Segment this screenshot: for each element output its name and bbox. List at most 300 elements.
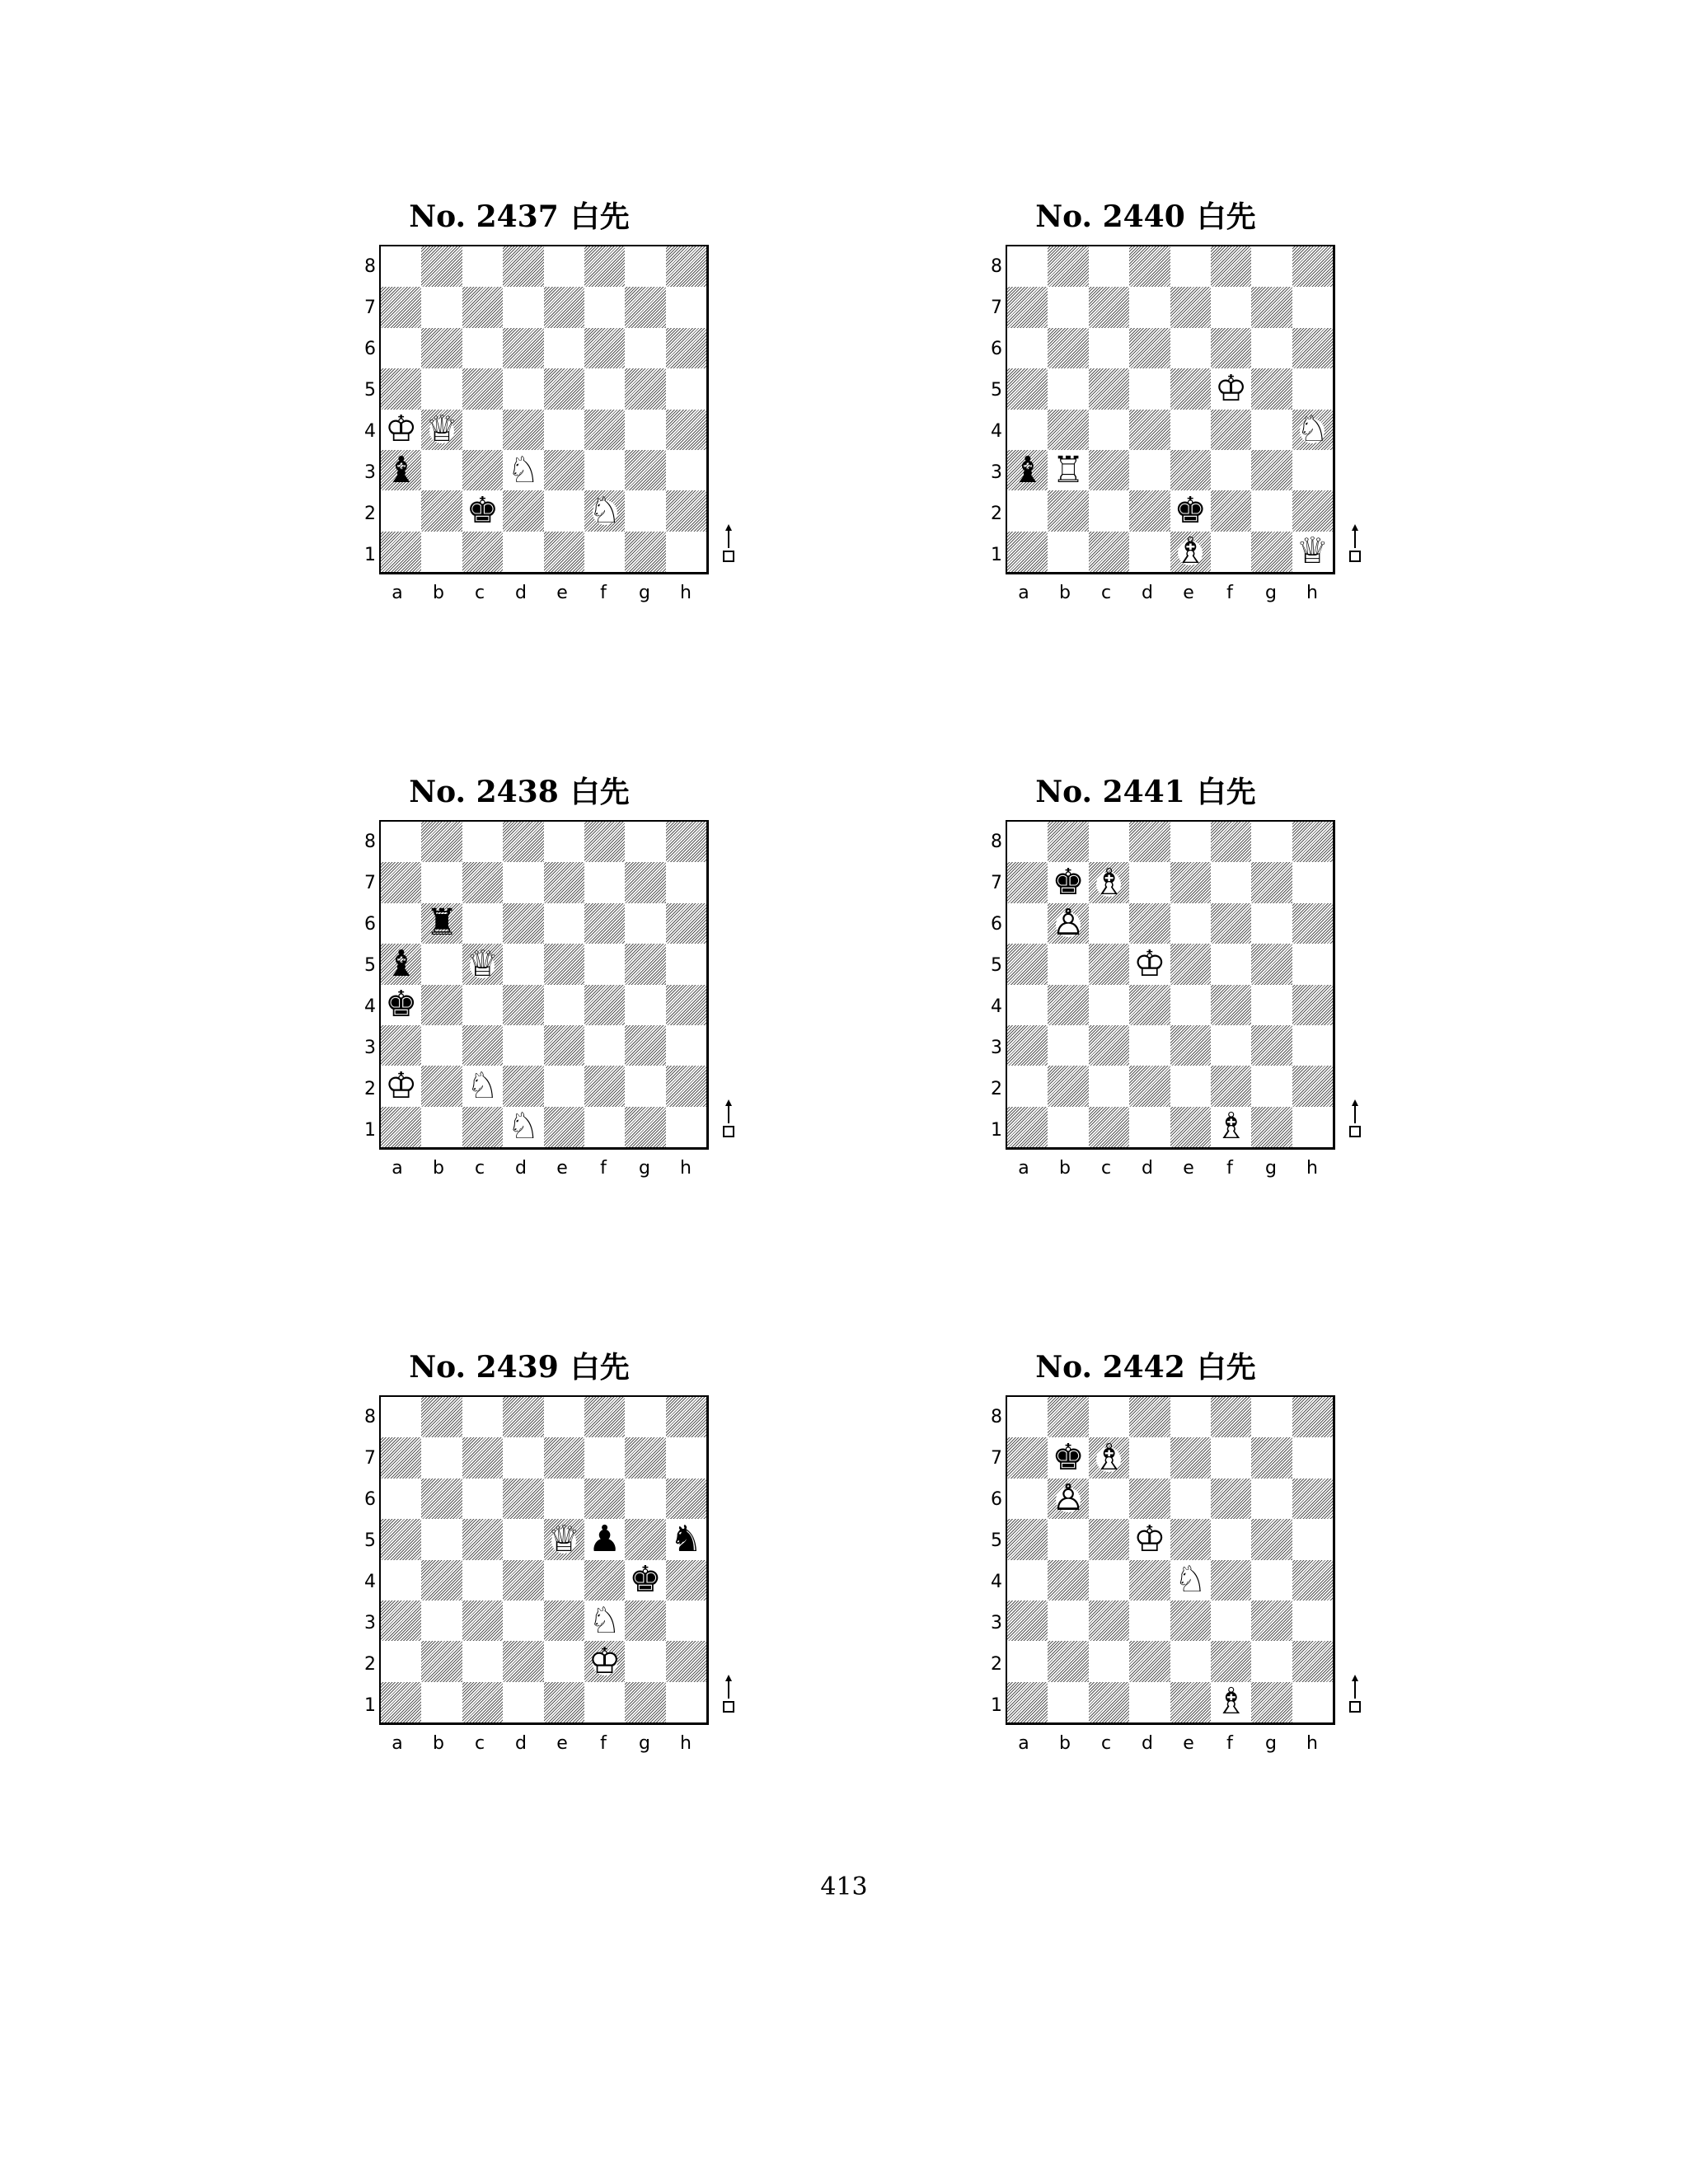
white-to-move-indicator-icon xyxy=(720,1674,737,1715)
rank-label: 4 xyxy=(991,1572,1002,1592)
square-e2 xyxy=(1170,490,1211,531)
square-f8 xyxy=(584,1397,625,1437)
square-h8 xyxy=(1292,246,1333,287)
square-c8 xyxy=(462,822,503,862)
square-f3 xyxy=(1211,1025,1251,1066)
square-g8 xyxy=(625,822,665,862)
piece-backdrop xyxy=(1056,459,1081,484)
square-e5 xyxy=(1170,368,1211,409)
square-f5 xyxy=(584,944,625,984)
square-b7 xyxy=(421,287,462,327)
square-h7 xyxy=(666,862,706,902)
square-h3 xyxy=(1292,450,1333,490)
square-c4 xyxy=(462,1560,503,1601)
square-e5 xyxy=(1170,944,1211,984)
square-d4 xyxy=(503,1560,543,1601)
piece-backdrop xyxy=(1178,541,1203,565)
file-label: f xyxy=(1226,583,1233,603)
square-a2 xyxy=(381,1066,421,1106)
file-label: c xyxy=(474,1158,485,1179)
square-e1 xyxy=(1170,532,1211,572)
square-f3 xyxy=(1211,1601,1251,1641)
square-g2 xyxy=(625,1066,665,1106)
chess-board xyxy=(379,1395,709,1725)
square-c4 xyxy=(1089,985,1129,1025)
file-label: h xyxy=(680,1733,692,1754)
file-label: a xyxy=(1018,583,1029,603)
file-label: d xyxy=(1142,1158,1153,1179)
white-square-marker xyxy=(1350,551,1360,561)
rank-label: 2 xyxy=(364,504,376,524)
problem-2440 xyxy=(956,194,1418,655)
piece-backdrop xyxy=(470,1076,495,1100)
square-d1 xyxy=(1129,1682,1170,1722)
square-d2 xyxy=(1129,1066,1170,1106)
square-b3 xyxy=(1048,450,1088,490)
square-g2 xyxy=(625,490,665,531)
square-g4 xyxy=(1251,410,1292,450)
square-g5 xyxy=(625,944,665,984)
square-f3 xyxy=(1211,450,1251,490)
square-b7 xyxy=(421,1437,462,1478)
square-h3 xyxy=(666,1025,706,1066)
square-a2 xyxy=(1007,1641,1048,1681)
square-a7 xyxy=(1007,1437,1048,1478)
piece-backdrop xyxy=(593,1610,617,1634)
square-e4 xyxy=(1170,985,1211,1025)
white-pawn-icon: ♙ xyxy=(1052,902,1085,944)
piece-backdrop xyxy=(1056,912,1081,937)
square-d7 xyxy=(1129,1437,1170,1478)
square-a6 xyxy=(381,903,421,944)
square-f7 xyxy=(1211,1437,1251,1478)
square-f6 xyxy=(1211,328,1251,368)
square-d3 xyxy=(1129,1025,1170,1066)
square-g4 xyxy=(625,1560,665,1601)
white-to-move-indicator-icon xyxy=(720,523,737,565)
square-b2 xyxy=(421,490,462,531)
square-h6 xyxy=(666,903,706,944)
black-knight-icon: ♞ xyxy=(669,1517,703,1560)
rank-label: 5 xyxy=(364,380,376,401)
square-g6 xyxy=(1251,328,1292,368)
white-bishop-icon: ♗ xyxy=(1092,861,1126,904)
square-d5 xyxy=(503,944,543,984)
square-f7 xyxy=(1211,862,1251,902)
square-g4 xyxy=(625,410,665,450)
square-h6 xyxy=(1292,328,1333,368)
square-d6 xyxy=(503,1479,543,1519)
square-e3 xyxy=(1170,1601,1211,1641)
square-g2 xyxy=(1251,1641,1292,1681)
square-b6 xyxy=(421,1479,462,1519)
square-g8 xyxy=(1251,246,1292,287)
side-to-move-label: 白先 xyxy=(570,1351,630,1385)
square-f2 xyxy=(1211,1066,1251,1106)
file-label: g xyxy=(1265,1158,1277,1179)
white-to-move-indicator-icon xyxy=(720,1099,737,1140)
square-f2 xyxy=(584,1641,625,1681)
square-e8 xyxy=(1170,1397,1211,1437)
square-a8 xyxy=(381,1397,421,1437)
square-b6 xyxy=(421,328,462,368)
square-f2 xyxy=(1211,1641,1251,1681)
square-c7 xyxy=(462,287,503,327)
square-d5 xyxy=(1129,368,1170,409)
black-king-icon: ♚ xyxy=(466,489,499,532)
rank-label: 2 xyxy=(991,1079,1002,1099)
square-c6 xyxy=(1089,1479,1129,1519)
file-label: g xyxy=(639,1158,650,1179)
square-a2 xyxy=(1007,490,1048,531)
square-b8 xyxy=(1048,822,1088,862)
piece-backdrop xyxy=(1137,1529,1162,1554)
side-to-move-label: 白先 xyxy=(1196,1351,1256,1385)
file-label: a xyxy=(1018,1733,1029,1754)
piece-backdrop xyxy=(1056,1488,1081,1512)
square-a7 xyxy=(381,287,421,327)
black-king-icon: ♚ xyxy=(1052,1436,1085,1479)
file-label: e xyxy=(556,1158,568,1179)
square-c2 xyxy=(462,490,503,531)
rank-label: 1 xyxy=(991,545,1002,565)
square-d6 xyxy=(1129,328,1170,368)
square-f2 xyxy=(584,490,625,531)
problem-number: No. 2438 xyxy=(409,775,559,809)
square-c5 xyxy=(462,944,503,984)
black-bishop-icon: ♝ xyxy=(384,448,418,491)
square-h7 xyxy=(666,1437,706,1478)
square-h8 xyxy=(1292,1397,1333,1437)
problem-number: No. 2439 xyxy=(409,1350,559,1385)
square-d3 xyxy=(1129,1601,1170,1641)
piece-backdrop xyxy=(1219,1116,1244,1141)
square-h4 xyxy=(666,410,706,450)
file-label: g xyxy=(639,1733,650,1754)
white-king-icon: ♔ xyxy=(384,1064,418,1107)
square-g1 xyxy=(625,532,665,572)
square-a7 xyxy=(1007,287,1048,327)
rank-label: 6 xyxy=(991,914,1002,935)
file-label: c xyxy=(474,1733,485,1754)
square-a7 xyxy=(1007,862,1048,902)
square-e5 xyxy=(544,1519,584,1559)
square-b2 xyxy=(1048,1066,1088,1106)
square-d6 xyxy=(503,328,543,368)
square-b4 xyxy=(1048,1560,1088,1601)
square-g4 xyxy=(1251,1560,1292,1601)
piece-backdrop xyxy=(511,1116,536,1141)
square-f3 xyxy=(584,1601,625,1641)
rank-label: 6 xyxy=(364,914,376,935)
file-label: c xyxy=(1100,583,1112,603)
file-label: f xyxy=(1226,1733,1233,1754)
square-g7 xyxy=(1251,1437,1292,1478)
square-a1 xyxy=(1007,1107,1048,1147)
white-to-move-indicator-icon xyxy=(1347,1099,1363,1140)
rank-label: 1 xyxy=(364,545,376,565)
square-c7 xyxy=(462,862,503,902)
square-d2 xyxy=(1129,490,1170,531)
white-queen-icon: ♕ xyxy=(466,942,499,985)
square-e7 xyxy=(1170,1437,1211,1478)
square-g6 xyxy=(1251,1479,1292,1519)
square-h2 xyxy=(1292,1066,1333,1106)
square-b5 xyxy=(1048,368,1088,409)
square-e8 xyxy=(544,246,584,287)
square-e1 xyxy=(544,532,584,572)
square-c3 xyxy=(1089,1601,1129,1641)
file-label: c xyxy=(1100,1158,1112,1179)
square-h4 xyxy=(666,1560,706,1601)
black-king-icon: ♚ xyxy=(629,1558,662,1601)
square-d3 xyxy=(503,1025,543,1066)
file-label: b xyxy=(1059,583,1071,603)
square-d5 xyxy=(503,1519,543,1559)
problem-title xyxy=(956,194,1335,236)
white-square-marker xyxy=(724,1702,734,1712)
square-d7 xyxy=(1129,287,1170,327)
file-label: d xyxy=(515,1158,527,1179)
problem-title xyxy=(330,769,709,811)
rank-label: 3 xyxy=(364,1613,376,1633)
square-b3 xyxy=(421,1025,462,1066)
square-h3 xyxy=(1292,1601,1333,1641)
square-e6 xyxy=(1170,328,1211,368)
square-e3 xyxy=(1170,1025,1211,1066)
problem-number: No. 2442 xyxy=(1035,1350,1185,1385)
square-e7 xyxy=(1170,287,1211,327)
square-a3 xyxy=(1007,1025,1048,1066)
square-h3 xyxy=(666,450,706,490)
square-d6 xyxy=(1129,1479,1170,1519)
square-a8 xyxy=(381,246,421,287)
white-knight-icon: ♘ xyxy=(588,489,621,532)
rank-label: 2 xyxy=(991,504,1002,524)
square-h4 xyxy=(1292,985,1333,1025)
square-e4 xyxy=(544,985,584,1025)
square-d3 xyxy=(1129,450,1170,490)
square-f7 xyxy=(584,287,625,327)
square-d7 xyxy=(503,862,543,902)
square-f8 xyxy=(584,246,625,287)
square-e8 xyxy=(544,822,584,862)
square-c1 xyxy=(1089,1682,1129,1722)
square-b8 xyxy=(1048,246,1088,287)
square-d5 xyxy=(1129,1519,1170,1559)
square-f4 xyxy=(584,1560,625,1601)
rank-label: 5 xyxy=(364,955,376,976)
piece-backdrop xyxy=(389,419,414,443)
square-b8 xyxy=(421,822,462,862)
square-c8 xyxy=(1089,822,1129,862)
square-f3 xyxy=(584,1025,625,1066)
rank-label: 3 xyxy=(991,1613,1002,1633)
square-b3 xyxy=(421,1601,462,1641)
square-d8 xyxy=(1129,822,1170,862)
white-queen-icon: ♕ xyxy=(547,1517,580,1560)
square-c8 xyxy=(462,1397,503,1437)
square-c3 xyxy=(462,1025,503,1066)
square-e5 xyxy=(544,944,584,984)
square-e8 xyxy=(1170,822,1211,862)
square-c7 xyxy=(1089,1437,1129,1478)
rank-label: 3 xyxy=(991,1038,1002,1058)
square-a5 xyxy=(1007,1519,1048,1559)
rank-label: 1 xyxy=(991,1120,1002,1141)
rank-label: 5 xyxy=(364,1530,376,1551)
square-d4 xyxy=(503,410,543,450)
square-g7 xyxy=(625,862,665,902)
square-d7 xyxy=(503,1437,543,1478)
square-h8 xyxy=(1292,822,1333,862)
square-f7 xyxy=(1211,287,1251,327)
square-f6 xyxy=(1211,1479,1251,1519)
square-d4 xyxy=(1129,985,1170,1025)
square-d3 xyxy=(503,1601,543,1641)
rank-label: 8 xyxy=(991,256,1002,277)
white-bishop-icon: ♗ xyxy=(1214,1105,1248,1148)
square-h4 xyxy=(666,985,706,1025)
square-c7 xyxy=(462,1437,503,1478)
file-label: a xyxy=(392,583,403,603)
square-g1 xyxy=(1251,532,1292,572)
square-d5 xyxy=(1129,944,1170,984)
side-to-move-label: 白先 xyxy=(1196,776,1256,809)
file-label: b xyxy=(1059,1733,1071,1754)
white-bishop-icon: ♗ xyxy=(1214,1680,1248,1723)
square-g5 xyxy=(625,368,665,409)
square-e2 xyxy=(544,490,584,531)
rank-label: 8 xyxy=(364,832,376,852)
side-to-move-label: 白先 xyxy=(570,200,630,234)
square-g6 xyxy=(625,903,665,944)
square-g1 xyxy=(1251,1682,1292,1722)
square-c1 xyxy=(1089,532,1129,572)
chess-board xyxy=(1006,820,1335,1150)
square-a6 xyxy=(1007,1479,1048,1519)
square-h1 xyxy=(666,532,706,572)
rank-label: 7 xyxy=(364,873,376,893)
square-e4 xyxy=(1170,1560,1211,1601)
chess-board xyxy=(1006,1395,1335,1725)
square-a3 xyxy=(1007,450,1048,490)
square-c1 xyxy=(462,532,503,572)
square-e6 xyxy=(544,328,584,368)
problem-title xyxy=(956,769,1335,811)
square-a3 xyxy=(1007,1601,1048,1641)
piece-backdrop xyxy=(1096,1447,1121,1472)
square-a3 xyxy=(381,1601,421,1641)
file-label: h xyxy=(680,1158,692,1179)
white-king-icon: ♔ xyxy=(1214,367,1248,410)
black-king-icon: ♚ xyxy=(384,983,418,1026)
square-d2 xyxy=(503,1066,543,1106)
file-label: b xyxy=(433,583,444,603)
square-b2 xyxy=(421,1641,462,1681)
square-a1 xyxy=(381,1107,421,1147)
square-h2 xyxy=(1292,490,1333,531)
square-g8 xyxy=(1251,822,1292,862)
square-g3 xyxy=(625,450,665,490)
square-h5 xyxy=(1292,1519,1333,1559)
square-b2 xyxy=(421,1066,462,1106)
square-d2 xyxy=(1129,1641,1170,1681)
square-b1 xyxy=(421,1107,462,1147)
file-label: b xyxy=(1059,1158,1071,1179)
square-a4 xyxy=(1007,1560,1048,1601)
square-e7 xyxy=(544,287,584,327)
square-h8 xyxy=(666,246,706,287)
rank-label: 2 xyxy=(364,1654,376,1675)
square-a1 xyxy=(1007,532,1048,572)
square-h5 xyxy=(666,944,706,984)
square-b7 xyxy=(421,862,462,902)
arrow-head xyxy=(1352,524,1358,531)
square-g3 xyxy=(625,1025,665,1066)
square-e1 xyxy=(1170,1107,1211,1147)
square-f8 xyxy=(1211,246,1251,287)
square-c2 xyxy=(1089,1066,1129,1106)
square-e6 xyxy=(544,1479,584,1519)
rank-label: 1 xyxy=(364,1695,376,1716)
square-f4 xyxy=(584,410,625,450)
square-a4 xyxy=(1007,985,1048,1025)
piece-backdrop xyxy=(470,954,495,978)
square-a5 xyxy=(1007,368,1048,409)
square-h8 xyxy=(666,1397,706,1437)
square-c3 xyxy=(462,450,503,490)
chess-board xyxy=(1006,245,1335,574)
square-b1 xyxy=(1048,1107,1088,1147)
white-to-move-indicator-icon xyxy=(1347,1674,1363,1715)
square-h7 xyxy=(1292,287,1333,327)
square-b1 xyxy=(1048,532,1088,572)
square-c4 xyxy=(462,985,503,1025)
square-g6 xyxy=(625,328,665,368)
square-a5 xyxy=(1007,944,1048,984)
white-knight-icon: ♘ xyxy=(588,1599,621,1642)
square-a2 xyxy=(1007,1066,1048,1106)
square-f7 xyxy=(584,1437,625,1478)
square-h1 xyxy=(666,1682,706,1722)
square-g5 xyxy=(625,1519,665,1559)
square-d8 xyxy=(503,1397,543,1437)
white-knight-icon: ♘ xyxy=(1296,408,1329,451)
piece-backdrop xyxy=(1137,954,1162,978)
square-h1 xyxy=(1292,532,1333,572)
square-g5 xyxy=(1251,944,1292,984)
square-c4 xyxy=(462,410,503,450)
black-rook-icon: ♜ xyxy=(425,902,458,944)
piece-backdrop xyxy=(429,419,454,443)
square-f5 xyxy=(1211,944,1251,984)
white-queen-icon: ♕ xyxy=(1296,530,1329,573)
rank-label: 4 xyxy=(364,996,376,1017)
square-d1 xyxy=(503,532,543,572)
square-d2 xyxy=(503,1641,543,1681)
file-label: b xyxy=(433,1733,444,1754)
square-g1 xyxy=(625,1682,665,1722)
file-label: e xyxy=(1183,1733,1194,1754)
file-label: h xyxy=(1306,1733,1318,1754)
white-pawn-icon: ♙ xyxy=(1052,1477,1085,1520)
square-f5 xyxy=(584,1519,625,1559)
square-f6 xyxy=(584,903,625,944)
square-a6 xyxy=(1007,903,1048,944)
square-b8 xyxy=(421,1397,462,1437)
square-b5 xyxy=(421,944,462,984)
